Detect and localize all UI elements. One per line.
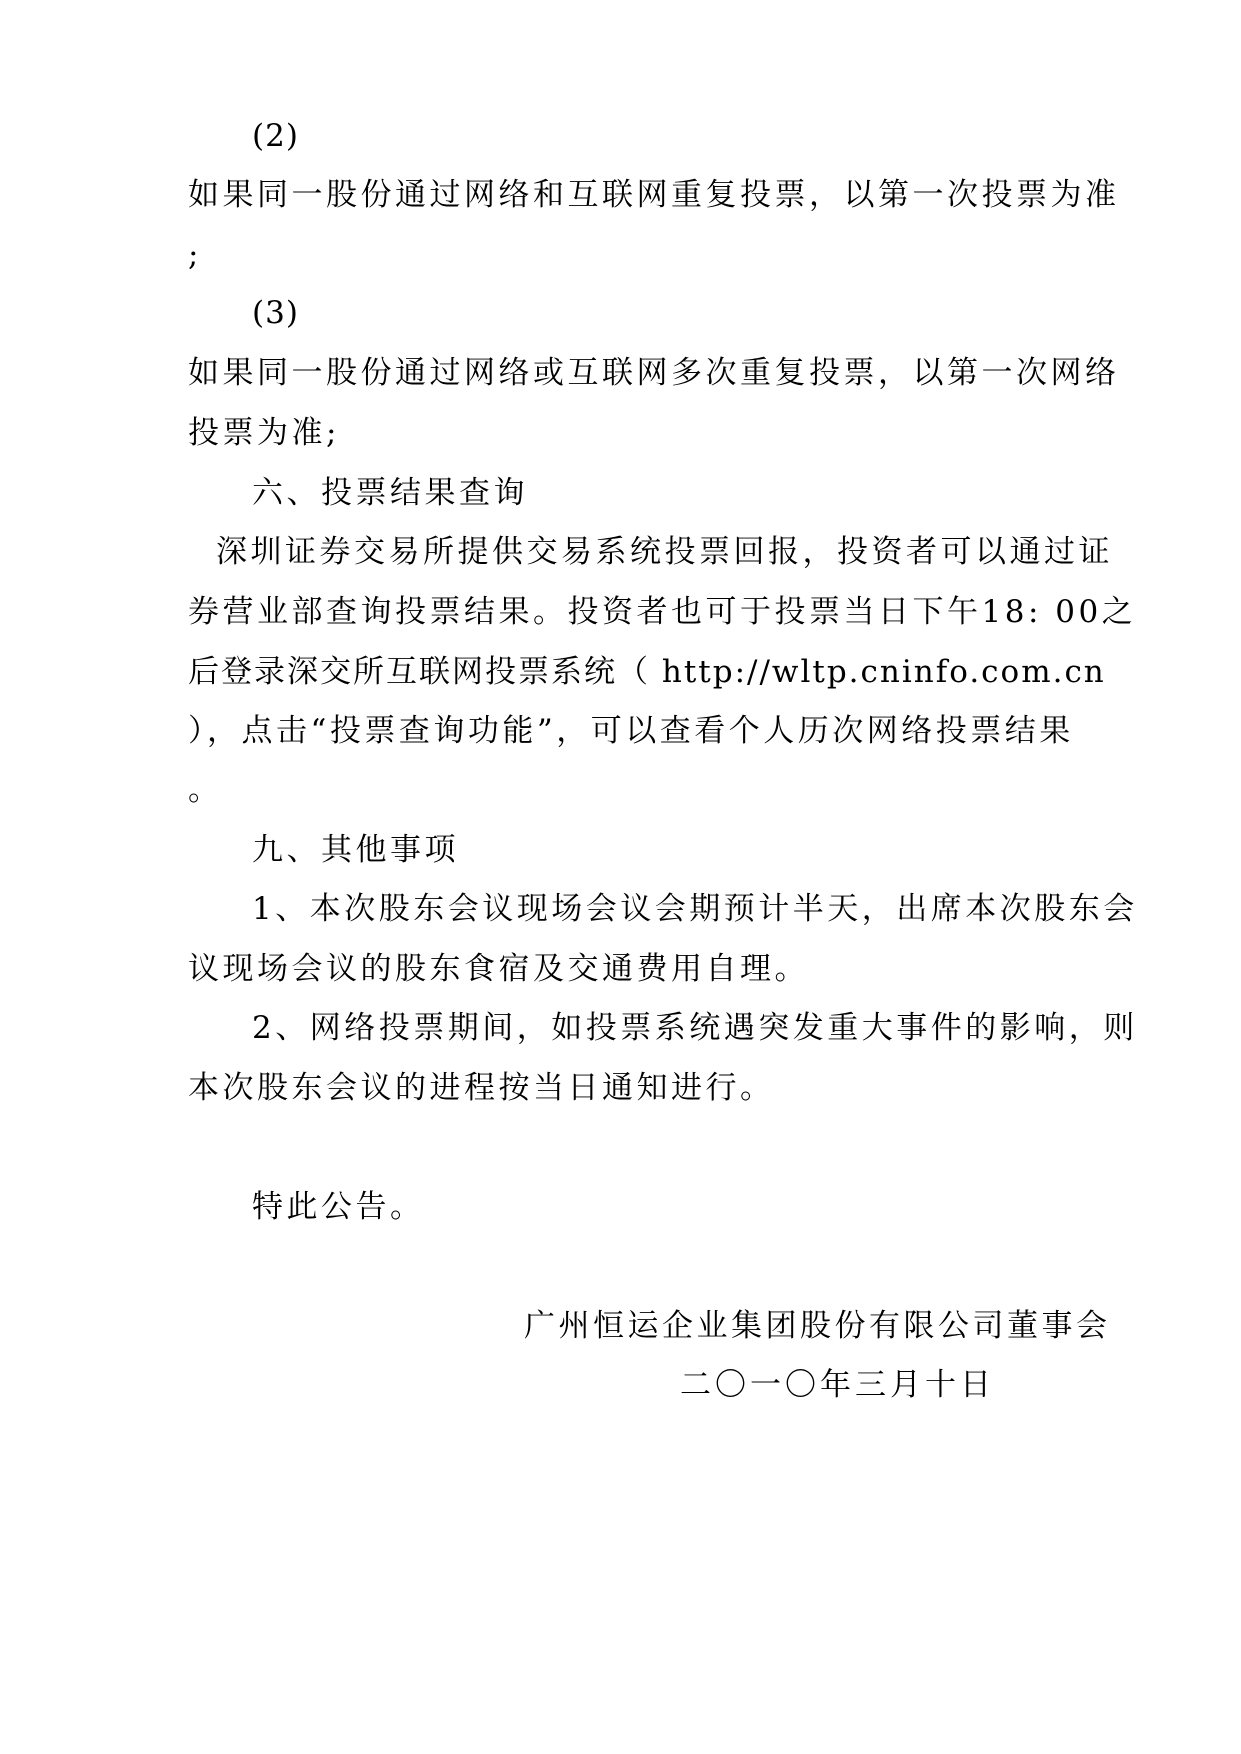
signature-company: 广州恒运企业集团股份有限公司董事会 <box>524 1308 1111 1344</box>
item-3-text-continued: 投票为准; <box>188 415 340 451</box>
item-2-text-continued: ; <box>188 237 200 273</box>
section-6-paragraph-line: 券营业部查询投票结果。投资者也可于投票当日下午18: 00之 <box>188 594 1137 630</box>
section-6-heading: 六、投票结果查询 <box>252 475 528 511</box>
item-2-text: 如果同一股份通过网络和互联网重复投票，以第一次投票为准 <box>188 177 1120 213</box>
section-9-heading: 九、其他事项 <box>252 832 459 868</box>
item-3-text: 如果同一股份通过网络或互联网多次重复投票，以第一次网络 <box>188 355 1120 391</box>
item-2-number: (2) <box>252 118 299 154</box>
closing-statement: 特此公告。 <box>252 1189 425 1225</box>
item-3-number: (3) <box>252 295 299 331</box>
section-9-item-1-continued: 议现场会议的股东食宿及交通费用自理。 <box>188 951 809 987</box>
section-6-paragraph-line: 深圳证券交易所提供交易系统投票回报，投资者可以通过证 <box>216 534 1113 570</box>
section-6-paragraph-line: 。 <box>188 772 220 808</box>
section-6-paragraph-line: 后登录深交所互联网投票系统（ http://wltp.cninfo.com.cn <box>188 654 1106 690</box>
section-9-item-2-continued: 本次股东会议的进程按当日通知进行。 <box>188 1070 775 1106</box>
section-9-item-2: 2、网络投票期间，如投票系统遇突发重大事件的影响，则 <box>252 1010 1138 1046</box>
signature-date: 二〇一〇年三月十日 <box>680 1367 995 1403</box>
section-6-paragraph-line: ），点击“投票查询功能”，可以查看个人历次网络投票结果 <box>188 713 1074 749</box>
section-9-item-1: 1、本次股东会议现场会议会期预计半天，出席本次股东会 <box>252 891 1138 927</box>
